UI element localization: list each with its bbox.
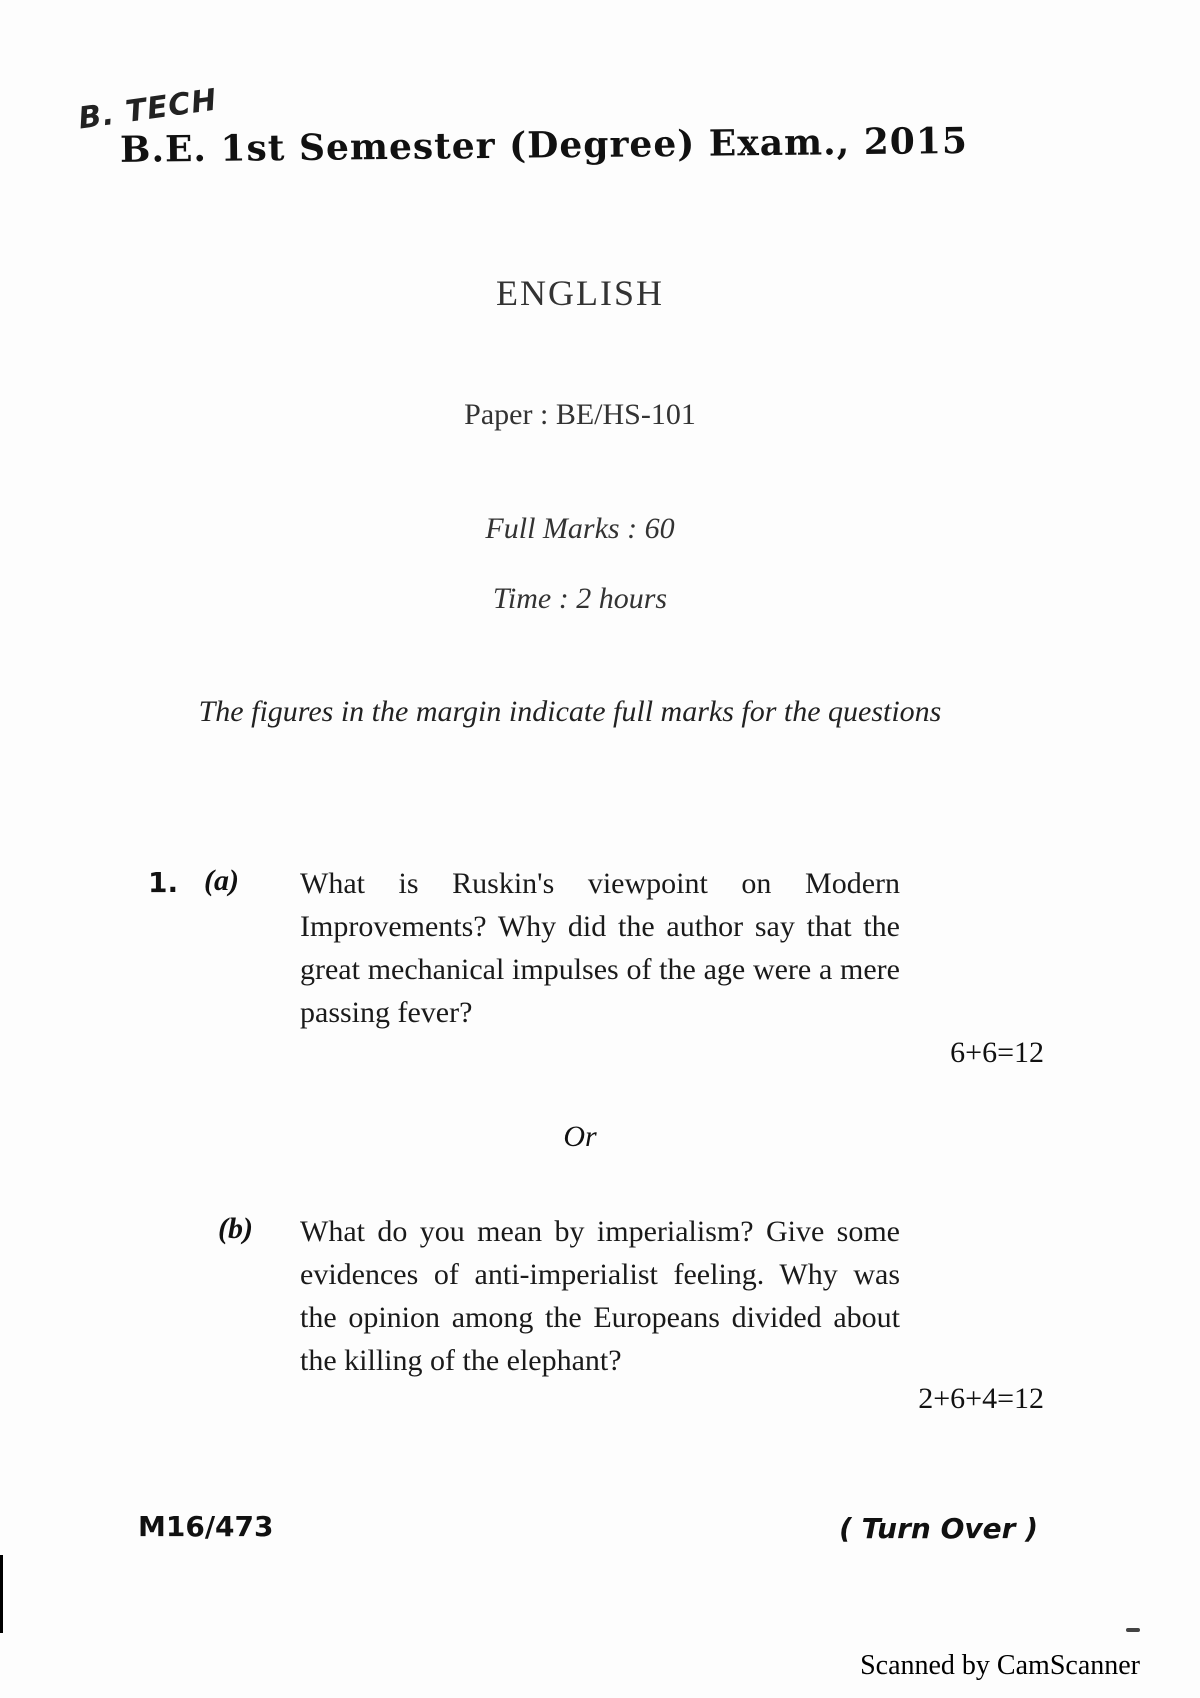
question-number: 1. bbox=[148, 866, 179, 899]
paper-code: Paper : BE/HS-101 bbox=[464, 398, 696, 431]
question-marks-b: 2+6+4=12 bbox=[918, 1382, 1044, 1415]
question-text-b: What do you mean by imperialism? Give some evidences of anti-imperialist feeling. Why was the opinion among the Europeans divided about the killing of the elephant? bbox=[300, 1215, 900, 1377]
scan-edge-mark bbox=[0, 1555, 3, 1633]
full-marks: Full Marks : 60 bbox=[485, 512, 675, 545]
or-separator: Or bbox=[563, 1120, 597, 1153]
subject-title: ENGLISH bbox=[496, 273, 664, 313]
exam-title: B.E. 1st Semester (Degree) Exam., 2015 bbox=[119, 119, 969, 171]
question-label-b: (b) bbox=[218, 1212, 253, 1245]
scanner-watermark: Scanned by CamScanner bbox=[860, 1650, 1140, 1681]
scan-speck bbox=[1126, 1628, 1140, 1632]
paper-serial-code: M16/473 bbox=[138, 1510, 274, 1543]
instruction-text: The figures in the margin indicate full marks for the questions bbox=[198, 695, 942, 728]
question-label-a: (a) bbox=[204, 864, 239, 897]
handwritten-note: B. TECH bbox=[76, 82, 220, 137]
question-text-a: What is Ruskin's viewpoint on Modern Improvements? Why did the author say that the great mechanical impulses of the age were a mere passing fever? bbox=[300, 867, 900, 1029]
exam-time: Time : 2 hours bbox=[492, 582, 668, 615]
turn-over-note: ( Turn Over ) bbox=[839, 1512, 1038, 1545]
question-marks-a: 6+6=12 bbox=[950, 1036, 1044, 1069]
